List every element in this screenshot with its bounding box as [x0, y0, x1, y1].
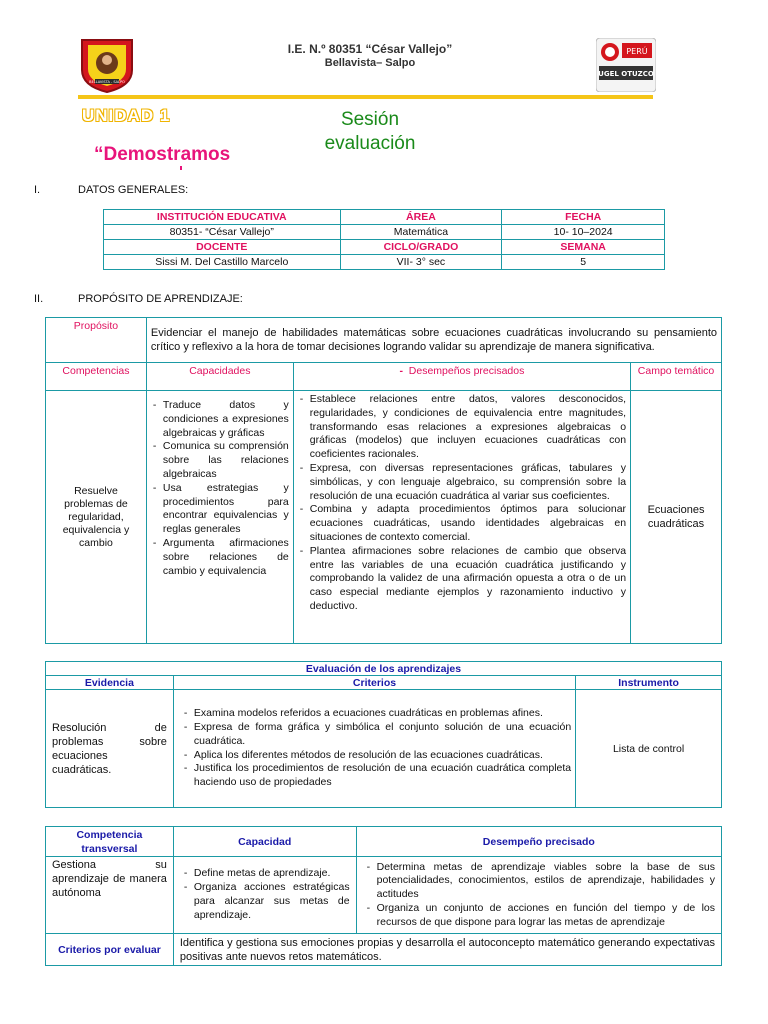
- table-row: [104, 210, 665, 225]
- school-name: I.E. N.º 80351 “César Vallejo”: [287, 42, 453, 56]
- list-item: - Organiza un conjunto de acciones en función del tiempo y de los recursos de que dispone para lograr las metas de aprendizaje: [377, 902, 715, 930]
- crest-caption: BELLAVISTA - SALPO: [89, 80, 125, 84]
- session-title-line1: Sesión: [340, 109, 400, 130]
- session-title-line2: evaluación: [324, 133, 416, 154]
- header-cell: DOCENTE: [104, 240, 341, 255]
- school-location: Bellavista– Salpo: [324, 57, 416, 69]
- header-cell: Evidencia: [46, 676, 174, 690]
- list-item: - Organiza acciones estratégicas para alcanzar sus metas de aprendizaje.: [194, 881, 350, 922]
- list-item: - Determina metas de aprendizaje viables sobre la base de sus potencialidades, conocimientos, estilos de aprendizaje, habilidades y actitudes: [377, 861, 715, 902]
- institution-value: 80351- “César Vallejo”: [104, 225, 341, 240]
- subtitle-mark: [180, 166, 182, 170]
- list-item: - Combina y adapta procedimientos óptimos para solucionar ecuaciones cuadráticas, usando identidades algebraicas en situaciones de contexto comercial.: [310, 503, 626, 544]
- header-cell: INSTITUCIÓN EDUCATIVA: [104, 210, 341, 225]
- purpose-label: Propósito: [46, 318, 147, 363]
- list-item: - Aplica los diferentes métodos de resolución de las ecuaciones cuadráticas.: [194, 749, 571, 763]
- header-cell: ÁREA: [340, 210, 502, 225]
- purpose-table: [45, 317, 722, 644]
- section-2-number: II.: [34, 293, 44, 305]
- header-cell: [293, 363, 630, 391]
- criteria-label: Criterios por evaluar: [46, 934, 174, 966]
- list-item: - Justifica los procedimientos de resolución de una ecuación cuadrática completa haciendo uso de propiedades: [194, 762, 571, 790]
- header-desempenos: Desempeños precisados: [408, 365, 525, 377]
- capacities-cell: [146, 391, 293, 644]
- table-row: [46, 934, 722, 966]
- list-item: - Establece relaciones entre datos, valores desconocidos, regularidades, y condiciones de equivalencia entre magnitudes, transformando esas relaciones a expresiones algebraicas o gráficas (modelos) que incluyen ecuaciones cuadráticas con coeficientes racionales.: [310, 393, 626, 462]
- section-1-title: DATOS GENERALES:: [78, 184, 189, 196]
- date-value: 10- 10–2024: [502, 225, 665, 240]
- evidence-cell: Resolución de problemas sobre ecuaciones cuadráticas.: [46, 690, 174, 808]
- unit-title: UNIDAD 1: [82, 106, 171, 125]
- list-item: - Comunica su comprensión sobre las relaciones algebraicas: [163, 440, 289, 481]
- ugel-logo: [596, 38, 656, 92]
- table-row: [46, 857, 722, 934]
- transversal-capacities: [173, 857, 356, 934]
- topic-cell: Ecuaciones cuadráticas: [631, 391, 722, 644]
- ugel-label: UGEL OTUZCO: [598, 70, 654, 78]
- list-item: - Traduce datos y condiciones a expresiones algebraicas y gráficas: [163, 399, 289, 440]
- table-row: [104, 240, 665, 255]
- transversal-performances: [356, 857, 721, 934]
- peru-flag-label: PERÚ: [626, 47, 648, 56]
- performances-list: [298, 393, 626, 614]
- header-cell: Criterios: [173, 676, 575, 690]
- header-cell: FECHA: [502, 210, 665, 225]
- header-cell: Competencias: [46, 363, 147, 391]
- table-row: [46, 318, 722, 363]
- criteria-list: [180, 707, 571, 790]
- header-cell: CICLO/GRADO: [340, 240, 502, 255]
- school-crest-logo: [78, 36, 136, 94]
- criteria-cell: [173, 690, 575, 808]
- week-value: 5: [502, 255, 665, 270]
- capacities-list: [180, 867, 350, 922]
- table-row: [46, 391, 722, 644]
- list-item: - Expresa, con diversas representaciones gráficas, tabulares y simbólicas, y con lenguaje algebraico, su comprensión sobre la resolución de una ecuación cuadrática al variar sus coeficientes.: [310, 462, 626, 503]
- table-row: [104, 225, 665, 240]
- table-row: [46, 827, 722, 857]
- header-dash: -: [399, 365, 403, 377]
- section-2-title: PROPÓSITO DE APRENDIZAJE:: [78, 293, 243, 305]
- session-subtitle: “Demostramos: [94, 144, 231, 165]
- list-item: - Define metas de aprendizaje.: [194, 867, 350, 881]
- header-cell: Competencia transversal: [46, 827, 174, 857]
- instrument-cell: Lista de control: [576, 690, 722, 808]
- table-row: [46, 690, 722, 808]
- list-item: - Argumenta afirmaciones sobre relaciones de cambio y equivalencia: [163, 537, 289, 578]
- list-item: - Usa estrategias y procedimientos para encontrar equivalencias y reglas generales: [163, 482, 289, 537]
- general-data-table: [103, 209, 665, 270]
- header-cell: Campo temático: [631, 363, 722, 391]
- grade-value: VII- 3° sec: [340, 255, 502, 270]
- header-divider: [78, 95, 653, 99]
- header-cell: Capacidades: [146, 363, 293, 391]
- table-row: [46, 363, 722, 391]
- header-cell: Capacidad: [173, 827, 356, 857]
- area-value: Matemática: [340, 225, 502, 240]
- school-heading: [200, 42, 540, 70]
- header-cell: Instrumento: [576, 676, 722, 690]
- table-row: [104, 255, 665, 270]
- list-item: - Plantea afirmaciones sobre relaciones de cambio que observa entre las variables de una ecuación cuadrática justificando y comprobando la validez de una afirmación opuesta a otra o de un caso especial mediante ejemplos y razonamiento inductivo y deductivo.: [310, 545, 626, 614]
- performances-list: [363, 861, 715, 930]
- table-row: [46, 676, 722, 690]
- competency-cell: Resuelve problemas de regularidad, equivalencia y cambio: [46, 391, 147, 644]
- list-item: - Examina modelos referidos a ecuaciones cuadráticas en problemas afines.: [194, 707, 571, 721]
- evaluation-table: [45, 661, 722, 808]
- header-cell: SEMANA: [502, 240, 665, 255]
- table-row: [46, 662, 722, 676]
- header-cell: Desempeño precisado: [356, 827, 721, 857]
- transversal-competency: Gestiona su aprendizaje de manera autónoma: [46, 857, 174, 934]
- list-item: - Expresa de forma gráfica y simbólica el conjunto solución de una ecuación cuadrática.: [194, 721, 571, 749]
- section-1-number: I.: [34, 184, 41, 196]
- session-title: [300, 108, 440, 156]
- transversal-table: [45, 826, 722, 966]
- evaluation-title: Evaluación de los aprendizajes: [46, 662, 722, 676]
- criteria-text: Identifica y gestiona sus emociones propias y desarrolla el autoconcepto matemático generando expectativas positivas ante nuevos retos matemáticos.: [173, 934, 721, 966]
- teacher-value: Sissi M. Del Castillo Marcelo: [104, 255, 341, 270]
- purpose-text: Evidenciar el manejo de habilidades matemáticas sobre ecuaciones cuadráticas involucrando su pensamiento crítico y reflexivo a la hora de tomar decisiones logrando validar su aprendizaje de manera significativa.: [146, 318, 721, 363]
- capacities-list: [151, 399, 289, 578]
- performances-cell: [293, 391, 630, 644]
